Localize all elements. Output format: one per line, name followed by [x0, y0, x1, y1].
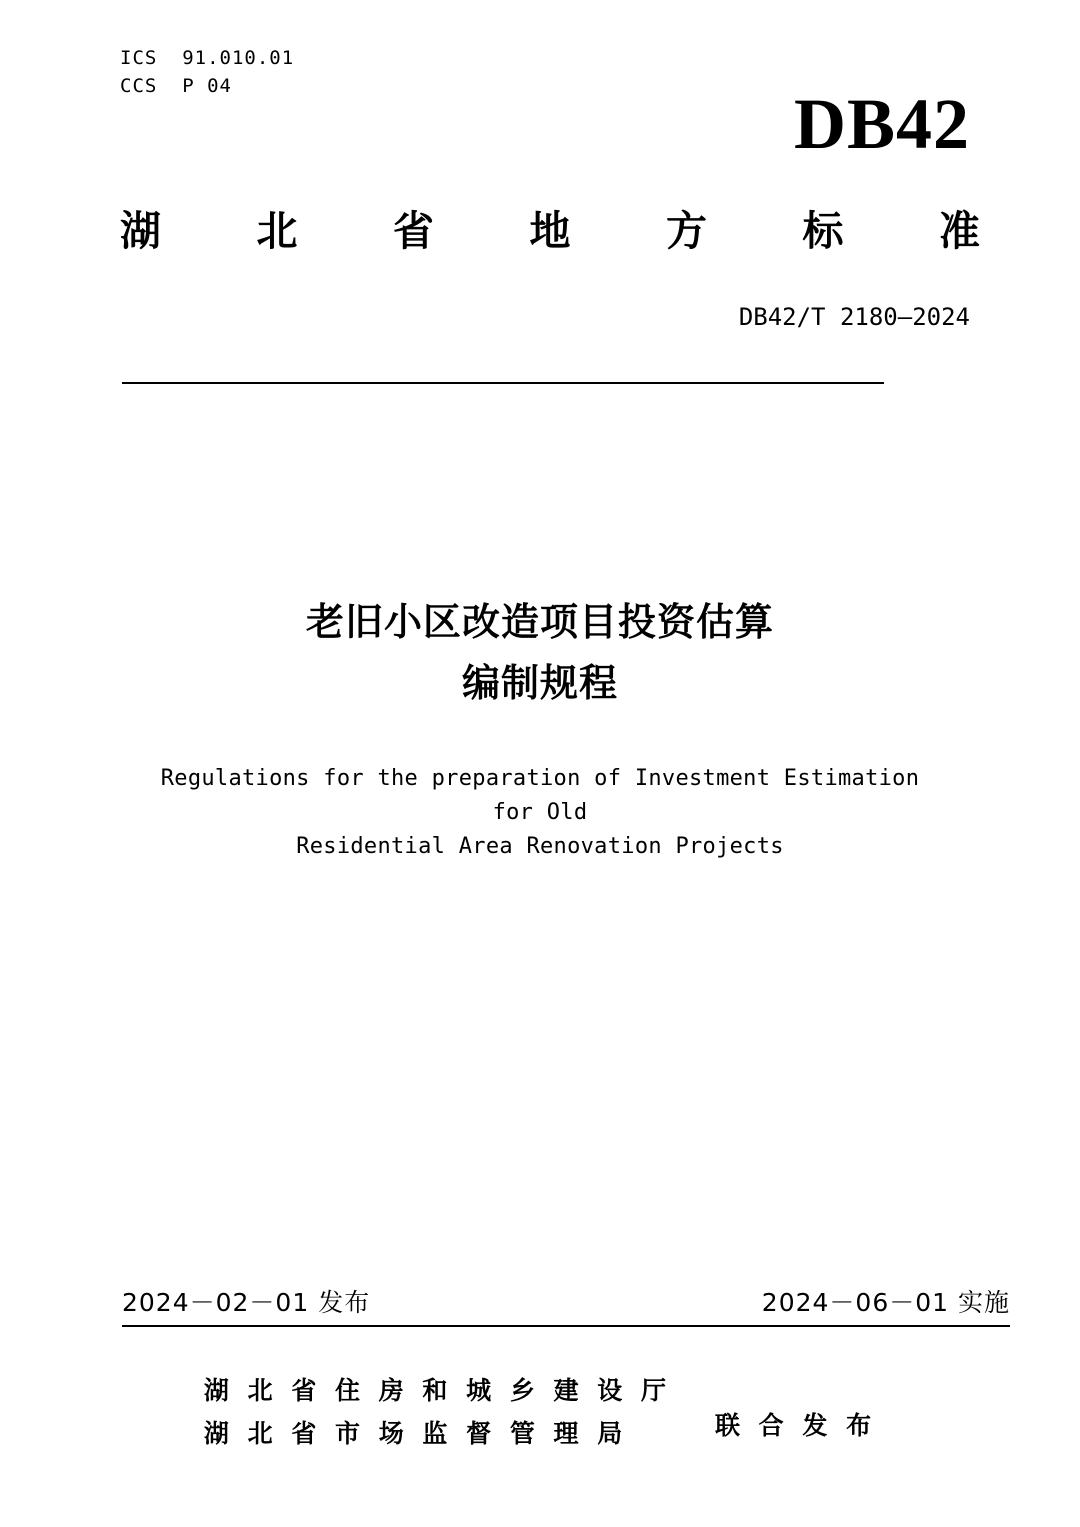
- footer-divider: [122, 1325, 1010, 1327]
- province-standard-char-4: 方: [666, 207, 707, 255]
- header-divider: [122, 382, 884, 384]
- issuer-names: [204, 1370, 671, 1455]
- document-title-en-line2: Residential Area Renovation Projects: [296, 834, 784, 860]
- province-standard-char-3: 地: [529, 207, 571, 255]
- ccs-code: CCS P 04: [120, 74, 232, 97]
- province-standard-char-0: 湖: [120, 207, 161, 255]
- db42-logo: DB42: [793, 84, 970, 164]
- ics-code: ICS 91.010.01: [120, 47, 295, 69]
- document-title-cn-line1: 老旧小区改造项目投资估算: [305, 600, 774, 644]
- province-standard-char-2: 省: [393, 207, 434, 255]
- standard-number: DB42/T 2180—2024: [738, 303, 970, 331]
- province-standard-char-1: 北: [256, 207, 298, 255]
- joint-release-label: 联 合 发 布: [714, 1410, 877, 1440]
- classification-codes: [120, 45, 294, 100]
- document-title-cn-line2: 编制规程: [461, 660, 618, 705]
- issuing-organizations: [0, 1370, 1080, 1455]
- issue-date: 2024－02－01 发布: [122, 1288, 371, 1317]
- issuer-line-1: 湖 北 省 住 房 和 城 乡 建 设 厅: [203, 1376, 671, 1405]
- document-title-cn: [0, 592, 1080, 714]
- document-title-en: [140, 762, 940, 864]
- implementation-date: 2024－06－01 实施: [761, 1288, 1010, 1317]
- province-standard-char-6: 准: [939, 207, 980, 255]
- date-row: [122, 1283, 1010, 1319]
- province-standard-char-5: 标: [802, 207, 844, 255]
- document-title-en-line1: Regulations for the preparation of Investment Estimation for Old: [160, 766, 920, 826]
- issuer-line-2: 湖 北 省 市 场 监 督 管 理 局: [203, 1418, 628, 1448]
- province-standard-label: [120, 198, 980, 257]
